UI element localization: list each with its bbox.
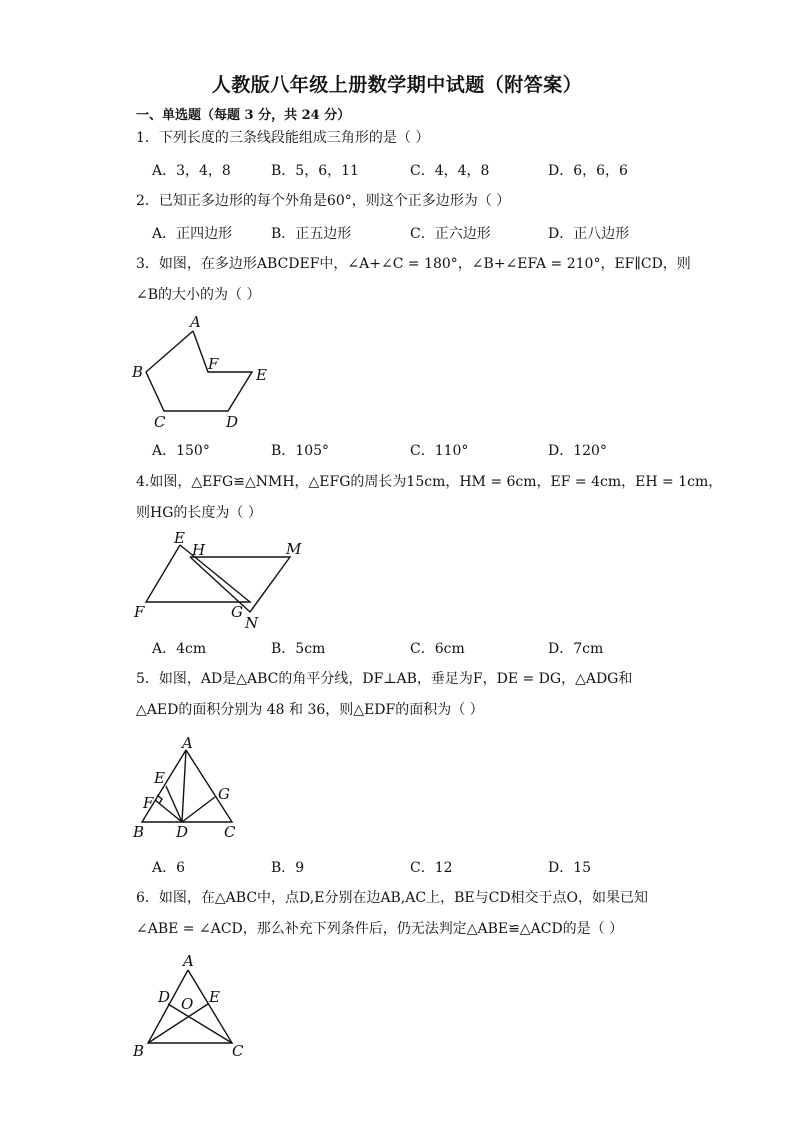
question-4-text-line2: 则HG的长度为（ ）	[136, 505, 262, 521]
option-d: D．120°	[548, 443, 607, 459]
label-o: O	[181, 995, 194, 1013]
label-f: F	[134, 603, 145, 621]
question-2-text: 2．已知正多边形的每个外角是60°，则这个正多边形为（ ）	[136, 193, 511, 209]
label-e: E	[209, 988, 220, 1006]
option-b: B．105°	[271, 443, 330, 459]
option-a: A．150°	[152, 443, 210, 459]
option-d: D．正八边形	[548, 226, 630, 242]
question-5-text-line2: △AED的面积分别为 48 和 36，则△EDF的面积为（ ）	[136, 702, 484, 718]
option-b: B．5，6，11	[271, 163, 359, 179]
option-b: B．5cm	[271, 641, 326, 657]
label-b: B	[133, 823, 145, 841]
option-a: A．6	[152, 860, 186, 876]
page-title: 人教版八年级上册数学期中试题（附答案）	[211, 74, 583, 96]
label-c: C	[154, 413, 166, 431]
label-b: B	[132, 363, 144, 381]
section-heading: 一、单选题（每题 3 分，共 24 分）	[136, 108, 351, 123]
question-1-text: 1．下列长度的三条线段能组成三角形的是（ ）	[136, 130, 430, 146]
label-g: G	[231, 603, 243, 621]
label-c: C	[232, 1042, 244, 1060]
label-c: C	[224, 823, 236, 841]
label-h: H	[192, 541, 206, 559]
label-a: A	[183, 952, 194, 970]
label-e: E	[174, 529, 185, 547]
option-d: D．15	[548, 860, 592, 876]
label-b: B	[133, 1042, 145, 1060]
label-e: E	[154, 769, 165, 787]
label-f: F	[143, 794, 154, 812]
question-5-text-line1: 5．如图，AD是△ABC的角平分线，DF⊥AB，垂足为F，DE = DG，△ADG和	[136, 671, 633, 687]
question-6-text-line1: 6．如图，在△ABC中，点D,E分别在边AB,AC上，BE与CD相交于点O，如果已知	[136, 890, 649, 906]
option-a: A．3，4，8	[152, 163, 231, 179]
label-e: E	[256, 366, 267, 384]
option-c: C．12	[410, 860, 453, 876]
label-d: D	[226, 413, 239, 431]
question-4-text-line1: 4.如图，△EFG≌△NMH，△EFG的周长为15cm，HM = 6cm，EF = 4cm，EH = 1cm，	[136, 474, 723, 490]
option-d: D．7cm	[548, 641, 604, 657]
label-n: N	[245, 614, 259, 632]
label-a: A	[190, 313, 201, 331]
label-d: D	[158, 988, 171, 1006]
option-d: D．6，6，6	[548, 163, 628, 179]
option-b: B．9	[271, 860, 305, 876]
option-c: C．4，4，8	[410, 163, 490, 179]
option-a: A．正四边形	[152, 226, 233, 242]
label-f: F	[208, 355, 219, 373]
option-c: C．110°	[410, 443, 469, 459]
label-m: M	[286, 540, 302, 558]
option-a: A．4cm	[152, 641, 207, 657]
label-a: A	[182, 734, 193, 752]
label-d: D	[176, 823, 189, 841]
option-c: C．6cm	[410, 641, 465, 657]
option-c: C．正六边形	[410, 226, 491, 242]
question-6-text-line2: ∠ABE = ∠ACD，那么补充下列条件后，仍无法判定△ABE≌△ACD的是（ ）	[136, 921, 624, 937]
option-b: B．正五边形	[271, 226, 352, 242]
label-g: G	[218, 785, 230, 803]
question-3-text-line2: ∠B的大小的为（ ）	[136, 287, 261, 303]
question-3-text-line1: 3．如图，在多边形ABCDEF中，∠A+∠C = 180°，∠B+∠EFA = 210°，EF∥CD，则	[136, 256, 691, 272]
